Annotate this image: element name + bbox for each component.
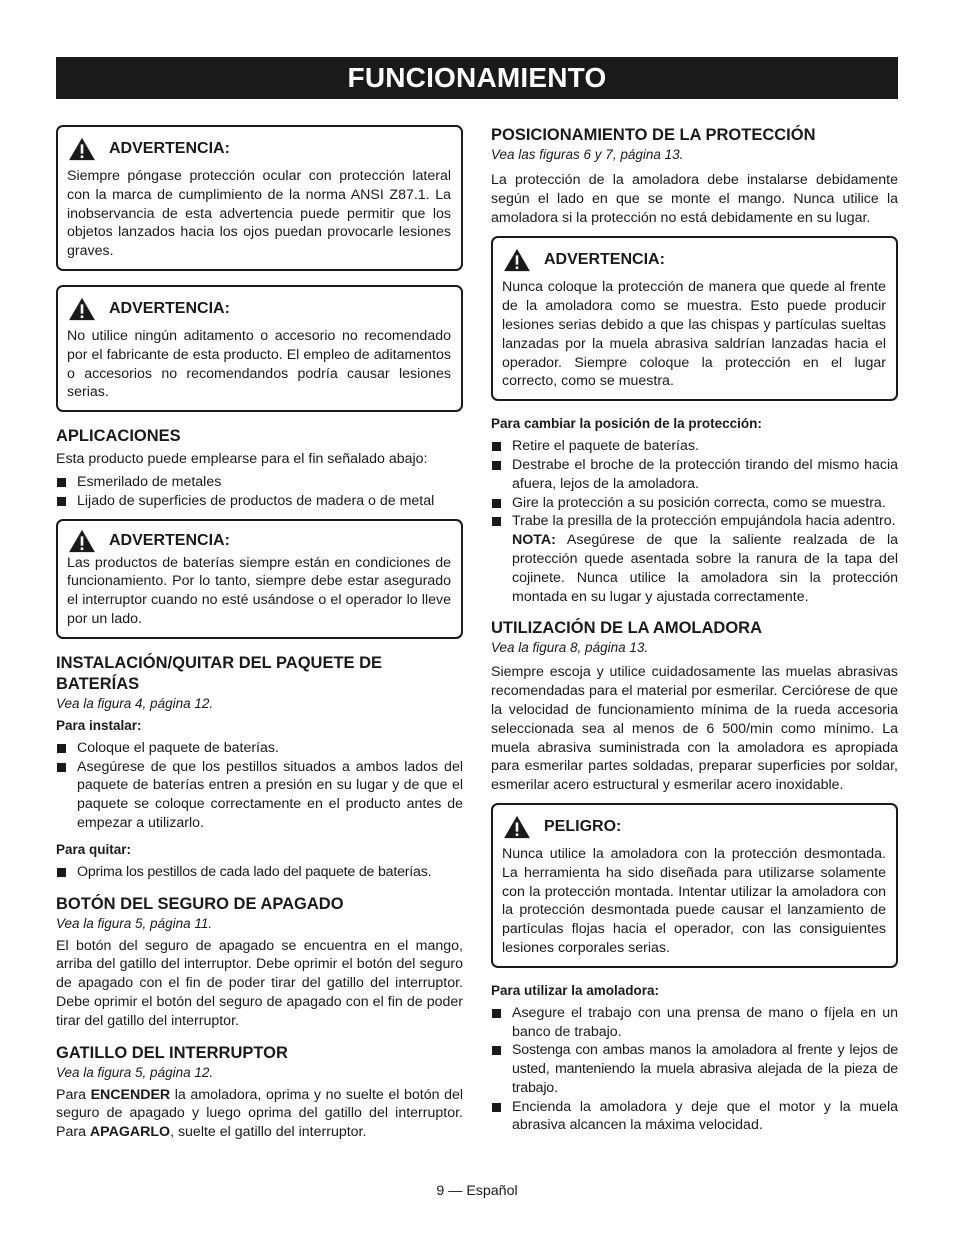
warning-box-battery — [56, 519, 463, 639]
use-grinder-list — [491, 1004, 898, 1136]
gatillo-text: Para ENCENDER la amoladora, oprima y no suelte el botón del seguro de apagado y luego oprima del gatillo del interruptor. Para APAGARLO, suelte el gatillo del interruptor. — [56, 1086, 464, 1141]
list-item: Encienda la amoladora y deje que el motor y la muela abrasiva alcancen la máxima velocidad. — [491, 1098, 898, 1136]
danger-box — [491, 803, 898, 968]
figure-reference: Vea la figura 5, página 11. — [56, 915, 213, 931]
list-item: Sostenga con ambas manos la amoladora al frente y lejos de usted, manteniendo la muela abrasiva alejada de la pieza de trabajo. — [491, 1041, 898, 1097]
warning-label: ADVERTENCIA: — [544, 251, 665, 269]
list-item: Coloque el paquete de baterías. — [56, 739, 463, 758]
section-title-posicionamiento: POSICIONAMIENTO DE LA PROTECCIÓN — [491, 126, 816, 144]
section-title-gatillo: GATILLO DEL INTERRUPTOR — [56, 1043, 288, 1062]
figure-reference: Vea la figura 8, página 13. — [491, 640, 649, 656]
warning-label: ADVERTENCIA: — [109, 531, 230, 549]
warning-text: Nunca coloque la protección de manera que quede al frente de la amoladora como se muestra. Esto puede producir lesiones serias debido a que las chispas y partículas sueltas lanzadas por la muela abrasiva saldrían lanzadas hacia el operador. Siempre coloque la protección en el lugar correcto, como se muestra. — [502, 279, 886, 390]
warning-label: ADVERTENCIA: — [109, 140, 230, 157]
figure-reference: Vea las figuras 6 y 7, página 13. — [491, 147, 684, 162]
warning-text: Las productos de baterías siempre están en condiciones de funcionamiento. Por lo tanto, siempre debe estar asegurado el interruptor cuando no esté usándose o el operador lo lleve por un lado. — [67, 554, 451, 627]
aplicaciones-intro: Esta producto puede emplearse para el fin señalado abajo: — [56, 451, 428, 468]
list-item: Asegure el trabajo con una prensa de mano o fíjela en un banco de trabajo. — [491, 1004, 898, 1042]
page-footer: 9 — Español — [436, 1183, 518, 1199]
warning-triangle-icon — [67, 137, 97, 161]
use-grinder-label: Para utilizar la amoladora: — [491, 982, 660, 998]
list-item: Destrabe el broche de la protección tirando del mismo hacia afuera, lejos de la amoladora. — [491, 456, 898, 494]
section-title-instalacion: INSTALACIÓN/QUITAR DEL PAQUETE DE BATERÍAS — [56, 653, 383, 693]
change-guard-label: Para cambiar la posición de la protección: — [491, 416, 762, 432]
install-label: Para instalar: — [56, 717, 142, 733]
section-title-boton: BOTÓN DEL SEGURO DE APAGADO — [56, 894, 344, 913]
page-title: FUNCIONAMIENTO — [56, 57, 898, 99]
warning-text: Siempre póngase protección ocular con protección lateral con la marca de cumplimiento de la norma ANSI Z87.1. La inobservancia de esta advertencia puede permitir que los objetos lanzados hacia los ojos puedan provocarle lesiones graves. — [67, 168, 451, 260]
warning-triangle-icon — [67, 529, 97, 553]
figure-reference: Vea la figura 4, página 12. — [56, 695, 214, 711]
remove-label: Para quitar: — [56, 841, 132, 857]
remove-list — [56, 863, 463, 882]
list-item: Lijado de superficies de productos de madera o de metal — [56, 492, 463, 511]
warning-label: ADVERTENCIA: — [109, 299, 230, 317]
list-item: Retire el paquete de baterías. — [491, 437, 898, 456]
warning-box-guard-position — [491, 236, 898, 401]
list-item: Gire la protección a su posición correcta, como se muestra. — [491, 494, 898, 513]
left-column — [56, 125, 463, 1142]
aplicaciones-list — [56, 473, 463, 511]
list-item: Esmerilado de metales — [56, 473, 463, 492]
posicionamiento-text: La protección de la amoladora debe instalarse debidamente según el lado en que se monte el mango. Nunca utilice la amoladora si la protección no está debidamente en su lugar. — [491, 172, 898, 226]
right-column — [491, 125, 898, 1135]
list-item: Oprima los pestillos de cada lado del paquete de baterías. — [56, 863, 463, 882]
danger-label: PELIGRO: — [544, 817, 622, 835]
section-title-utilizacion: UTILIZACIÓN DE LA AMOLADORA — [491, 619, 763, 638]
warning-triangle-icon — [67, 297, 97, 321]
boton-text: El botón del seguro de apagado se encuentra en el mango, arriba del gatillo del interruptor. Debe oprimir el botón del seguro de apagado con el fin de poder tirar del gatillo del interruptor. Debe oprimir el botón del seguro de apagado con el fin de poder tirar del gatillo del interruptor. — [56, 937, 463, 1029]
warning-text: No utilice ningún aditamento o accesorio no recomendado por el fabricante de esta producto. El empleo de aditamentos o accesorios no recomendandos podría causar lesiones serias. — [67, 327, 451, 401]
warning-box-eye-protection — [56, 125, 463, 271]
change-guard-list — [491, 437, 898, 606]
list-item: Asegúrese de que los pestillos situados a ambos lados del paquete de baterías entren a presión en su lugar y de que el paquete se coloque correctamente en el producto antes de empezar a utilizarlo. — [56, 758, 463, 833]
danger-text: Nunca utilice la amoladora con la protección desmontada. La herramienta ha sido diseñada para utilizarse solamente con la protección montada. Intentar utilizar la amoladora con la protección desmontada puede causar el lanzamiento de partículas flojas hacia el operador, con las consiguientes lesiones corporales serias. — [502, 845, 886, 956]
section-title-aplicaciones: APLICACIONES — [56, 427, 181, 446]
list-item: Trabe la presilla de la protección empujándola hacia adentro. NOTA: Asegúrese de que la saliente realzada de la protección quede asentada sobre la ranura de la tapa del cojinete. Nunca utilice la amoladora sin la protección montada en su lugar y ajustada correctamente. — [491, 512, 898, 606]
warning-triangle-icon — [502, 248, 532, 272]
figure-reference: Vea la figura 5, página 12. — [56, 1064, 214, 1080]
warning-box-accessories — [56, 285, 463, 412]
utilizacion-text: Siempre escoja y utilice cuidadosamente las muelas abrasivas recomendadas para el material por esmerilar. Cerciórese de que la velocidad de funcionamiento mínima de la rueda accesoria seleccionada sea al menos de 6 500/min como mínimo. La muela abrasiva suministrada con la amoladora es apropiada para esmerilar partes soldadas, preparar superficies por soldar, esmerilar acero estructural y esmerilar acero inoxidable. — [491, 664, 898, 794]
warning-triangle-icon — [502, 815, 532, 839]
install-list — [56, 739, 463, 833]
